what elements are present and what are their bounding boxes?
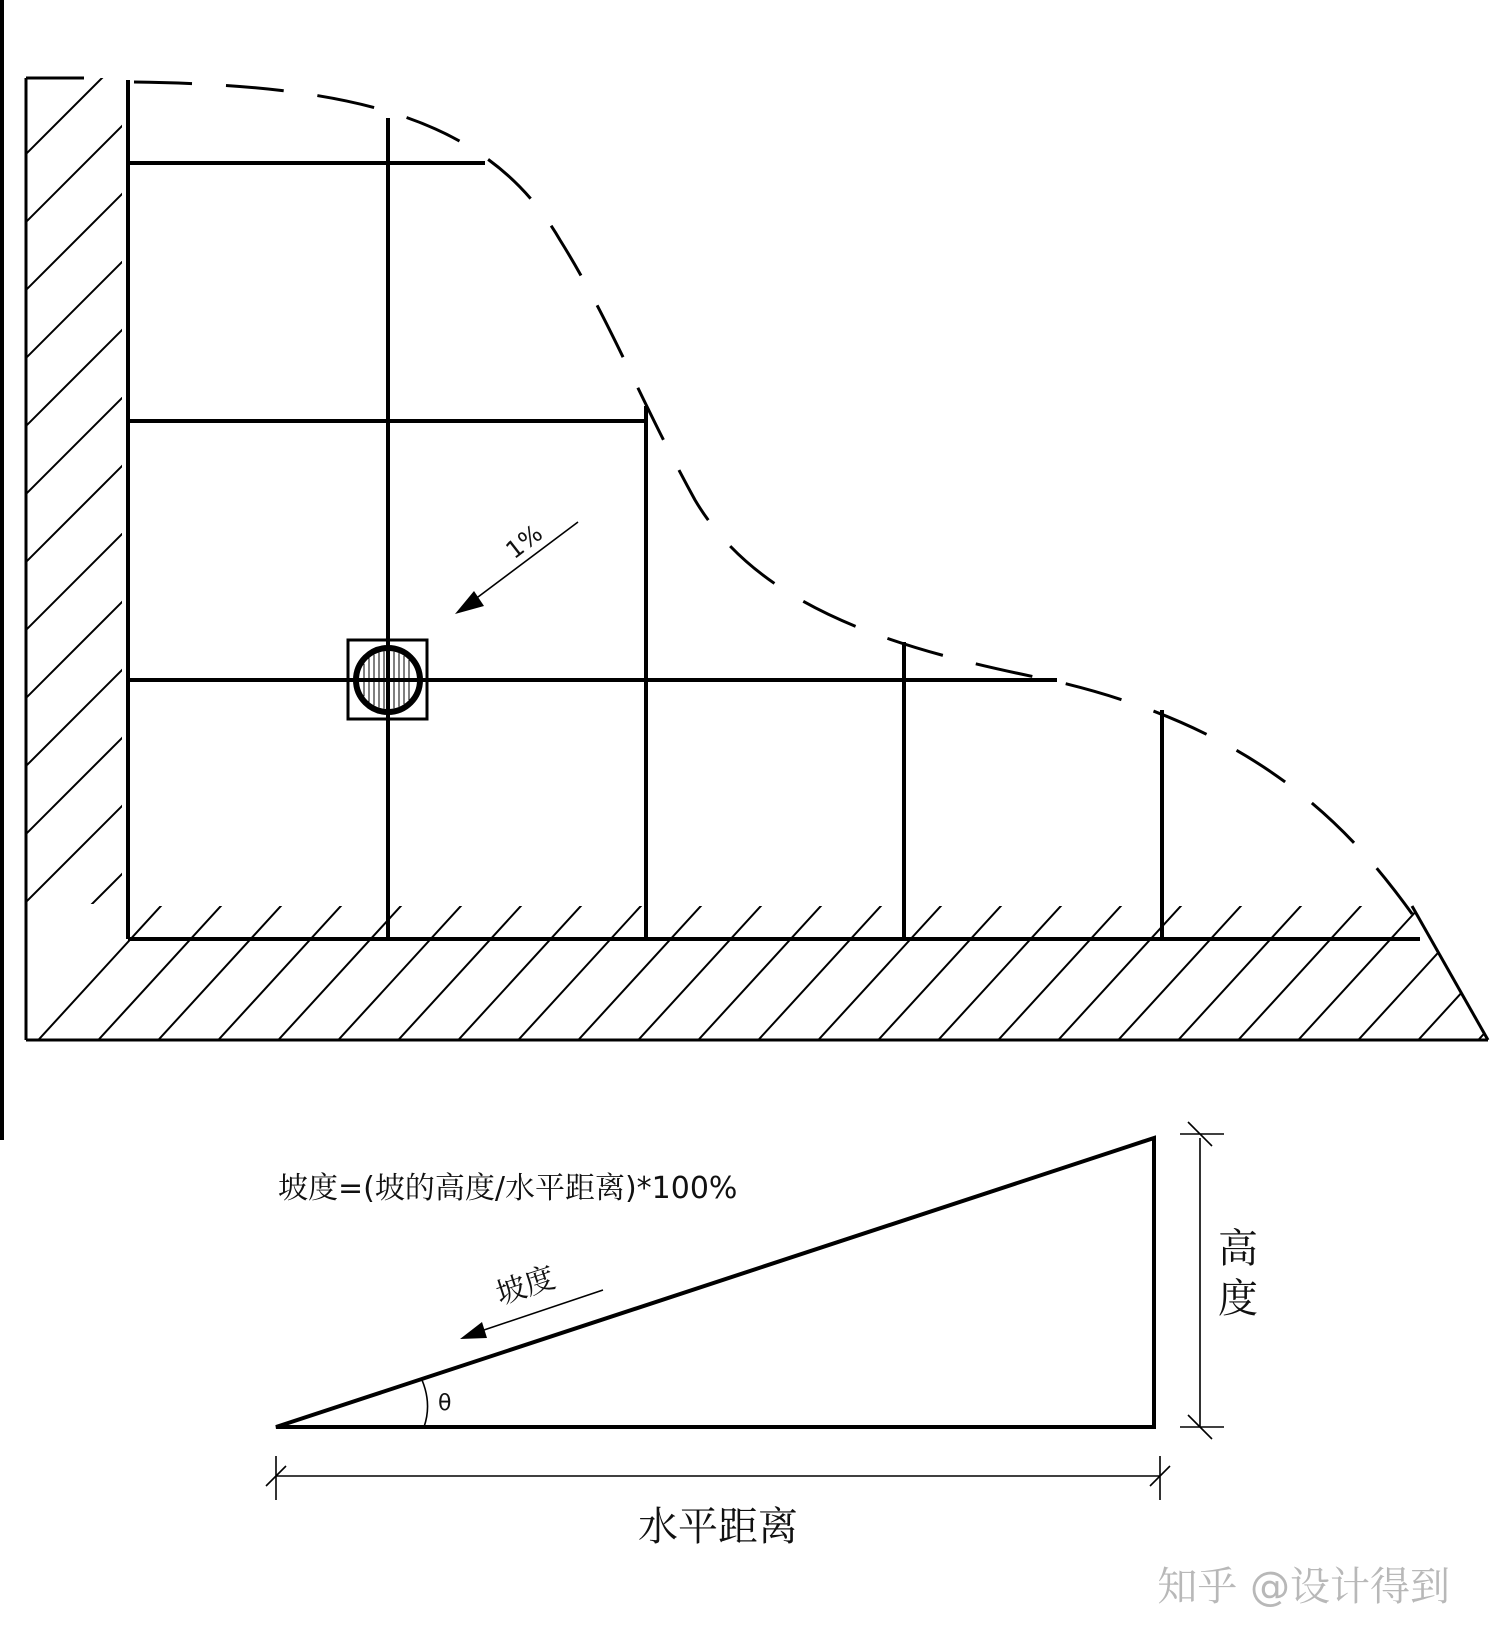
floor-hatch-line — [1280, 896, 1430, 1060]
floor-hatch-line — [1100, 896, 1250, 1060]
height-label-char-1: 高 — [1218, 1226, 1258, 1272]
angle-label: θ — [438, 1391, 452, 1416]
floor-hatch-line — [500, 896, 650, 1060]
floor-hatch-line — [80, 896, 230, 1060]
floor-hatch-line — [320, 896, 470, 1060]
floor-hatch-line — [560, 896, 710, 1060]
floor-hatch-line — [740, 896, 890, 1060]
wall-hatch-line — [10, 40, 140, 170]
floor-hatch-line — [200, 896, 350, 1060]
floor-hatch-line — [440, 896, 590, 1060]
slope-arrow-head — [455, 591, 484, 614]
floor-hatch-line — [20, 896, 170, 1060]
floor-hatch-line — [140, 896, 290, 1060]
floor-right-edge — [1412, 906, 1488, 1040]
dashed-boundary-curve — [134, 82, 1420, 925]
wall-hatch-line — [10, 856, 140, 986]
wall-hatch-line — [10, 312, 140, 442]
floor-hatch — [20, 896, 1508, 1060]
slope-percent-label: 1% — [500, 519, 548, 565]
floor-hatch-line — [620, 896, 770, 1060]
wall-hatch-line — [10, 176, 140, 306]
wall-hatch-line — [10, 720, 140, 850]
height-label-char-2: 度 — [1218, 1276, 1258, 1322]
wall-hatch-line — [10, 652, 140, 782]
floor-hatch-line — [800, 896, 950, 1060]
hypotenuse-arrow-head — [460, 1322, 487, 1339]
floor-hatch-line — [680, 896, 830, 1060]
floor-hatch-line — [980, 896, 1130, 1060]
floor-hatch-line — [1040, 896, 1190, 1060]
wall-hatch-line — [10, 924, 140, 1054]
wall-hatch-line — [10, 516, 140, 646]
left-wall-hatch — [10, 40, 140, 1122]
wall-hatch-line — [10, 108, 140, 238]
floor-hatch-line — [1340, 896, 1490, 1060]
wall-hatch-line — [10, 380, 140, 510]
wall-hatch-line — [10, 992, 140, 1122]
slope-label: 坡度 — [491, 1260, 560, 1313]
floor-hatch-line — [1220, 896, 1370, 1060]
angle-arc — [422, 1380, 428, 1427]
floor-hatch-line — [1160, 896, 1310, 1060]
slope-diagram — [266, 1122, 1258, 1550]
wall-hatch-line — [10, 244, 140, 374]
slope-formula: 坡度=(坡的高度/水平距离)*100% — [278, 1171, 738, 1206]
wall-hatch-line — [10, 448, 140, 578]
watermark-text: 知乎 @设计得到 — [1157, 1564, 1450, 1610]
floor-plan — [10, 40, 1508, 1122]
base-label: 水平距离 — [638, 1504, 798, 1550]
floor-hatch-line — [380, 896, 530, 1060]
wall-hatch-line — [10, 584, 140, 714]
floor-hatch-line — [860, 896, 1010, 1060]
wall-hatch-line — [10, 788, 140, 918]
floor-hatch-line — [920, 896, 1070, 1060]
